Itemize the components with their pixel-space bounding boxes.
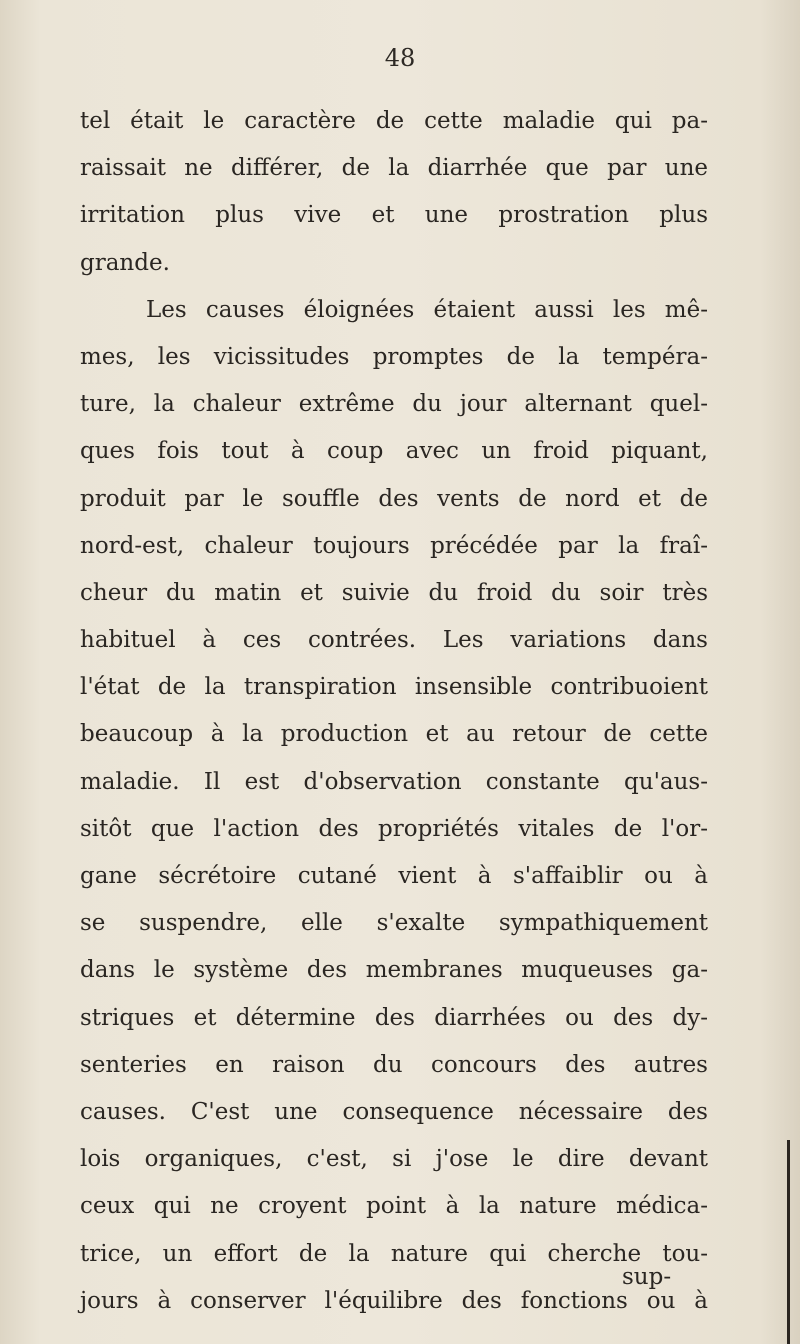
text-line: ture, la chaleur extrême du jour alternant quel- — [80, 391, 708, 418]
page-edge-shadow — [787, 1140, 790, 1344]
text-line: gane sécrétoire cutané vient à s'affaiblir ou à — [80, 863, 708, 889]
text-line: l'état de la transpiration insensible contribuoient — [80, 674, 708, 701]
text-line: Les causes éloignées étaient aussi les mê- — [146, 296, 708, 323]
text-line: dans le système des membranes muqueuses ga- — [80, 957, 708, 984]
text-line: grande. — [80, 249, 170, 276]
text-line: lois organiques, c'est, si j'ose le dire devant — [80, 1146, 708, 1173]
text-line: se suspendre, elle s'exalte sympathiquement — [80, 910, 708, 937]
text-line: sitôt que l'action des propriétés vitales de l'or- — [80, 815, 708, 842]
body-text — [80, 98, 708, 1325]
text-line: mes, les vicissitudes promptes de la tempéra- — [80, 343, 708, 370]
catchword: sup- — [622, 1264, 672, 1290]
text-line: maladie. Il est d'observation constante qu'aus- — [80, 768, 708, 795]
text-line: tel était le caractère de cette maladie qui pa- — [80, 108, 708, 134]
text-line: causes. C'est une consequence nécessaire des — [80, 1098, 708, 1125]
text-line: jours à conserver l'équilibre des fonctions ou à — [80, 1287, 708, 1314]
text-line: striques et détermine des diarrhées ou des dy- — [80, 1004, 708, 1031]
text-line: ceux qui ne croyent point à la nature médica- — [80, 1193, 708, 1220]
text-line: raissait ne différer, de la diarrhée que par une — [80, 155, 708, 182]
text-line: nord-est, chaleur toujours précédée par la fraî- — [80, 532, 708, 559]
page-number: 48 — [384, 44, 416, 72]
text-line: senteries en raison du concours des autres — [80, 1051, 708, 1078]
text-line: beaucoup à la production et au retour de cette — [80, 721, 708, 748]
text-line: irritation plus vive et une prostration plus — [80, 202, 708, 229]
text-line: produit par le souffle des vents de nord et de — [80, 485, 708, 512]
text-line: trice, un effort de la nature qui cherche tou- — [80, 1240, 708, 1267]
text-line: habituel à ces contrées. Les variations dans — [80, 627, 708, 654]
text-line: cheur du matin et suivie du froid du soir très — [80, 579, 708, 606]
text-line: ques fois tout à coup avec un froid piquant, — [80, 438, 708, 465]
